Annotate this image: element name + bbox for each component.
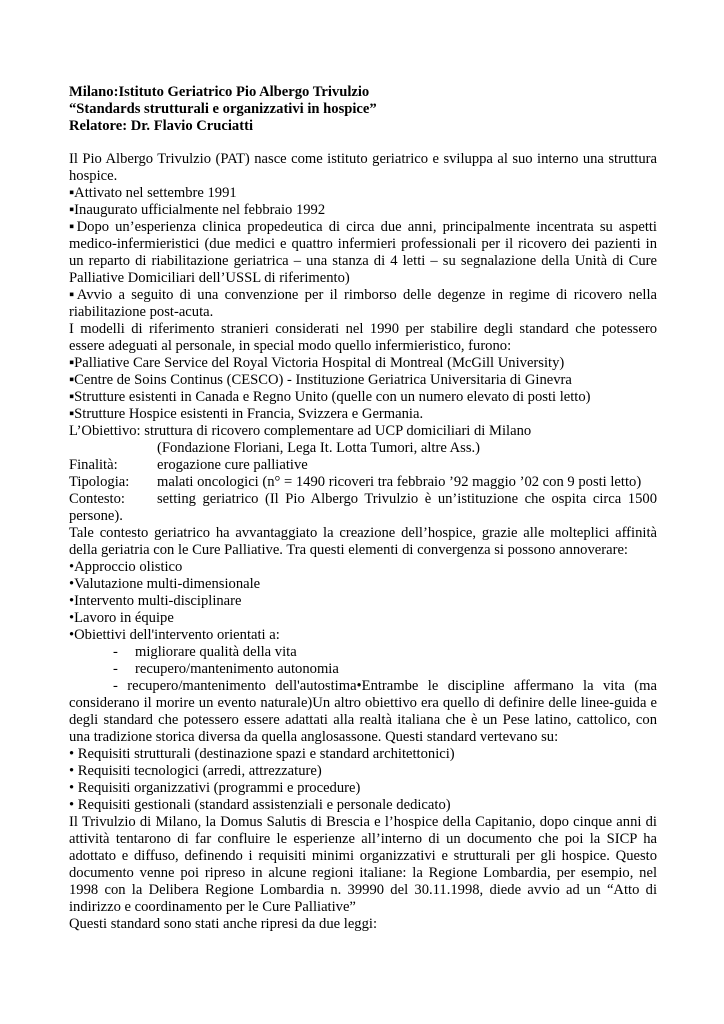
- dash-text: migliorare qualità della vita: [135, 644, 297, 660]
- contesto-continuation: persone).: [69, 508, 123, 524]
- dash-mark: -: [113, 644, 118, 660]
- def-label: Contesto:: [69, 491, 125, 507]
- def-tipologia: [69, 474, 657, 491]
- dash-item-autostima: - recupero/mantenimento dell'autostima•Entrambe le discipline affermano la vita (ma: [113, 678, 657, 694]
- dash-item: [69, 661, 657, 678]
- objective-line: L’Obiettivo: struttura di ricovero complementare ad UCP domiciliari di Milano: [69, 423, 532, 439]
- dash-mark: -: [113, 661, 118, 677]
- model-item: ▪Strutture esistenti in Canada e Regno Unito (quelle con un numero elevato di posti letto): [69, 389, 591, 405]
- requirement-item: • Requisiti organizzativi (programmi e procedure): [69, 780, 361, 796]
- def-contesto: [69, 491, 657, 508]
- element-item: •Lavoro in équipe: [69, 610, 174, 626]
- spacer: [69, 135, 657, 151]
- def-finalita: [69, 457, 657, 474]
- element-item: •Approccio olistico: [69, 559, 183, 575]
- def-text: erogazione cure palliative: [157, 457, 308, 473]
- model-item: ▪Strutture Hospice esistenti in Francia, Svizzera e Germania.: [69, 406, 424, 422]
- final-line: Questi standard sono stati anche ripresi da due leggi:: [69, 916, 378, 932]
- dash-item: [69, 644, 657, 661]
- def-label: Finalità:: [69, 457, 118, 473]
- def-label: Tipologia:: [69, 474, 130, 490]
- closing-paragraph: Il Trivulzio di Milano, la Domus Salutis di Brescia e l’hospice della Capitanio, dopo cinque anni di attività tentarono di far confluire le esperienze all’interno di un documento che poi la SICP ha adottato e diffuso, definendo i requisiti minimi organizzativi e strutturali per gli hospice. Questo documento venne poi ripreso in alcune regioni italiane: la Regione Lombardia, per esempio, nel 1998 con la Delibera Regione Lombardia n. 39990 del 30.11.1998, diede avvio ad un “Atto di indirizzo e coordinamento per le Cure Palliative”: [69, 814, 657, 915]
- requirement-item: • Requisiti tecnologici (arredi, attrezzature): [69, 763, 322, 779]
- model-item: ▪Palliative Care Service del Royal Victoria Hospital di Montreal (McGill University): [69, 355, 565, 371]
- header-institute: Milano:Istituto Geriatrico Pio Albergo Trivulzio: [69, 84, 370, 100]
- model-item: ▪Centre de Soins Continus (CESCO) - Instituzione Geriatrica Universitaria di Ginevra: [69, 372, 572, 388]
- guidelines-paragraph: considerano il morire un evento naturale)Un altro obiettivo era quello di definire delle linee-guida e degli standard che potessero essere adattati alla realtà italiana che è un Pese latino, cattolico, con una tradizione storica diversa da quella anglosassone. Questi standard vertevano su:: [69, 695, 657, 745]
- def-text: malati oncologici (n° = 1490 ricoveri tra febbraio ’92 maggio ’02 con 9 posti letto): [157, 474, 642, 490]
- element-item: •Obiettivi dell'intervento orientati a:: [69, 627, 280, 643]
- dash-text: recupero/mantenimento autonomia: [135, 661, 339, 677]
- bullet-activated: ▪Attivato nel settembre 1991: [69, 185, 237, 201]
- intro-paragraph: Il Pio Albergo Trivulzio (PAT) nasce come istituto geriatrico e sviluppa al suo interno una struttura hospice.: [69, 151, 657, 184]
- requirement-item: • Requisiti strutturali (destinazione spazi e standard architettonici): [69, 746, 455, 762]
- models-intro: I modelli di riferimento stranieri considerati nel 1990 per stabilire degli standard che potessero essere adeguati al personale, in special modo quello infermieristico, furono:: [69, 321, 657, 354]
- element-item: •Intervento multi-disciplinare: [69, 593, 242, 609]
- def-text: setting geriatrico (Il Pio Albergo Trivulzio è un’istituzione che ospita circa 1500: [157, 491, 657, 507]
- element-item: •Valutazione multi-dimensionale: [69, 576, 261, 592]
- bullet-convention: ▪Avvio a seguito di una convenzione per il rimborso delle degenze in regime di ricovero nella riabilitazione post-acuta.: [69, 287, 657, 320]
- document-page: [69, 84, 657, 933]
- geriatric-paragraph: Tale contesto geriatrico ha avvantaggiato la creazione dell’hospice, grazie alle molteplici affinità della geriatria con le Cure Palliative. Tra questi elementi di convergenza si possono annoverare:: [69, 525, 657, 558]
- header-speaker: Relatore: Dr. Flavio Cruciatti: [69, 118, 253, 134]
- objective-sub: (Fondazione Floriani, Lega It. Lotta Tumori, altre Ass.): [157, 440, 481, 456]
- header-talk-title: “Standards strutturali e organizzativi in hospice”: [69, 101, 377, 117]
- bullet-inaugurated: ▪Inaugurato ufficialmente nel febbraio 1992: [69, 202, 326, 218]
- requirement-item: • Requisiti gestionali (standard assistenziali e personale dedicato): [69, 797, 451, 813]
- bullet-experience: ▪Dopo un’esperienza clinica propedeutica di circa due anni, principalmente incentrata su aspetti medico-infermieristici (due medici e quattro infermieri professionali per il ricovero dei pazienti in un reparto di riabilitazione geriatrica – una stanza di 4 letti – su segnalazione della Unità di Cure Palliative Domiciliari dell’USSL di riferimento): [69, 219, 657, 286]
